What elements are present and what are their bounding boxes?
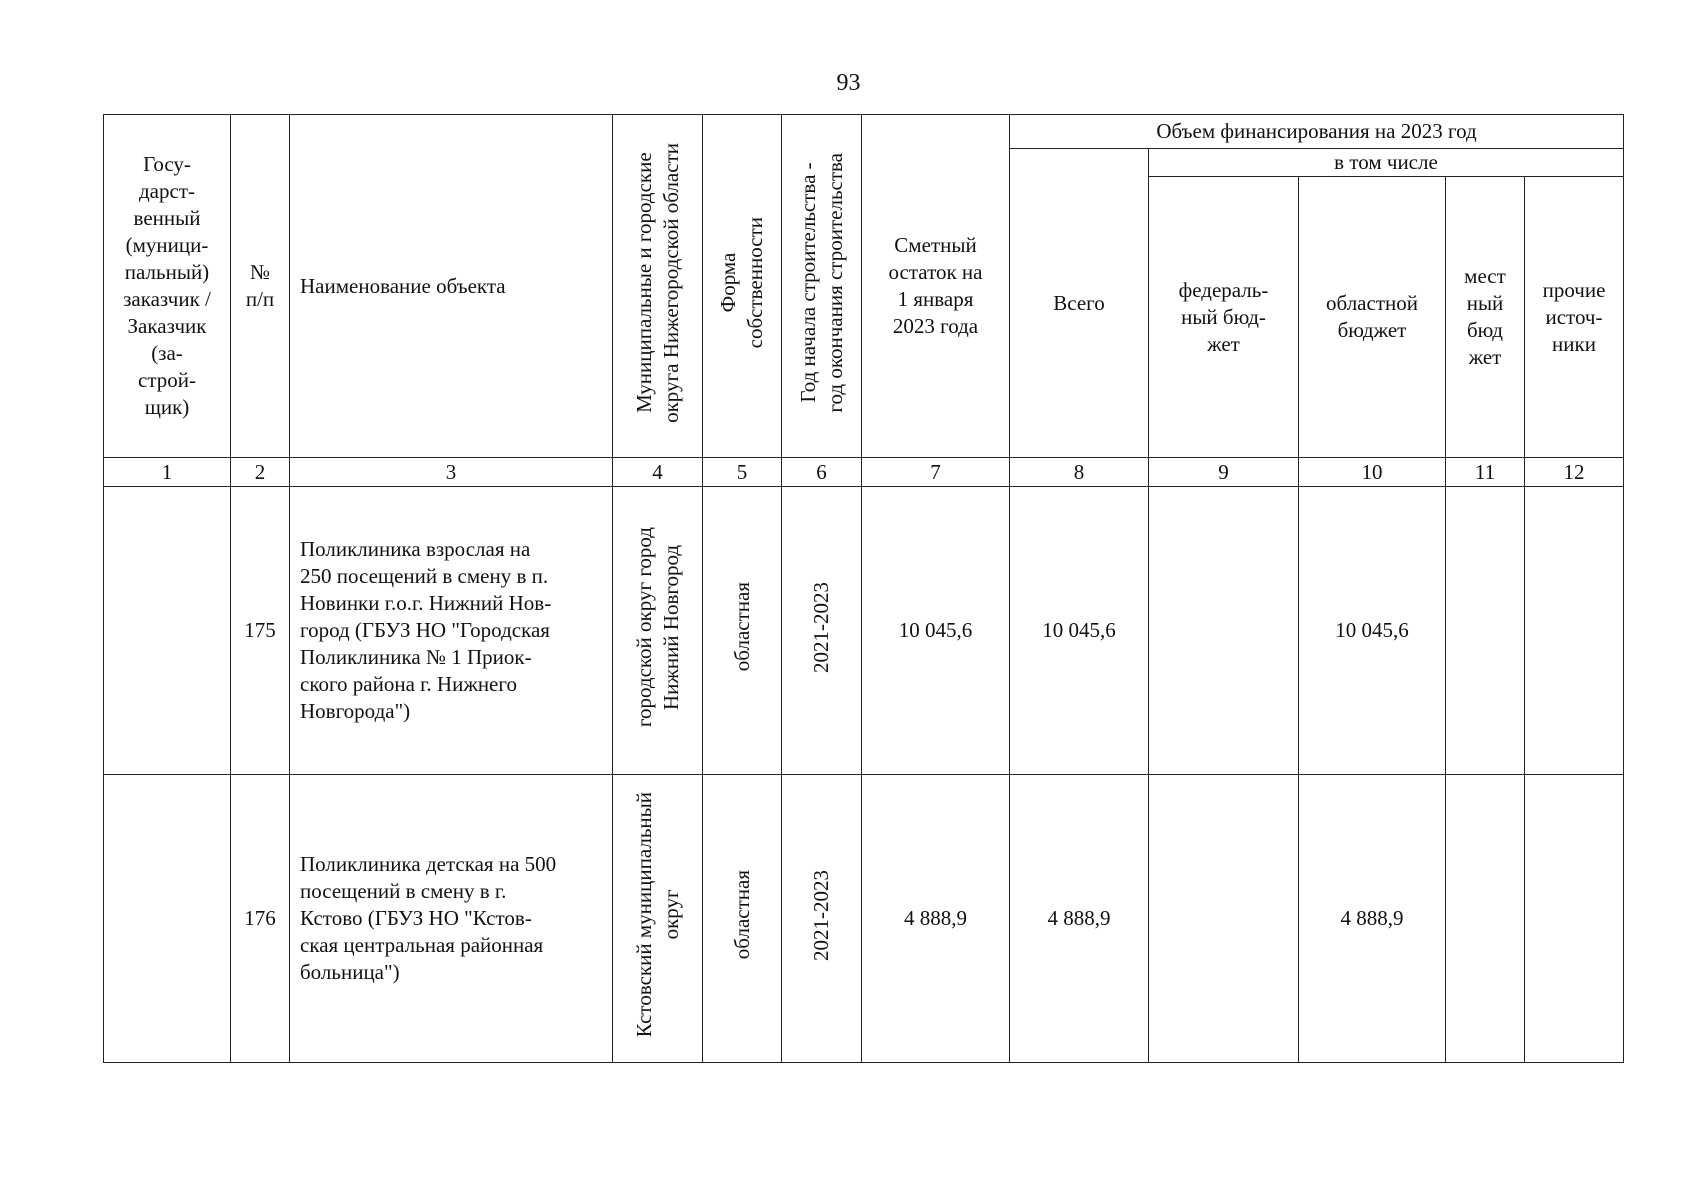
column-number: 8 [1010,458,1149,487]
header-funding-volume: Объем финансирования на 2023 год [1010,115,1624,149]
header-other: прочие источ- ники [1525,177,1624,458]
column-number: 4 [613,458,703,487]
header-object-name: Наименование объекта [290,115,613,458]
column-number: 2 [231,458,290,487]
row-ownership: областная [703,487,782,775]
header-years: Год начала строительства - год окончания строительства [782,115,862,458]
row-total: 4 888,9 [1010,775,1149,1063]
row-number: 175 [231,487,290,775]
column-number: 7 [862,458,1010,487]
header-customer: Госу- дарст- венный (муници- пальный) заказчик / Заказчик (за- строй- щик) [104,115,231,458]
row-other [1525,775,1624,1063]
row-local [1446,487,1525,775]
row-local [1446,775,1525,1063]
column-number: 12 [1525,458,1624,487]
page-number: 93 [836,70,861,96]
header-federal: федераль- ный бюд- жет [1149,177,1299,458]
header-including: в том числе [1149,149,1624,177]
column-number: 3 [290,458,613,487]
row-estimate-balance: 10 045,6 [862,487,1010,775]
header-local: мест ный бюд жет [1446,177,1525,458]
row-regional: 10 045,6 [1299,487,1446,775]
row-years: 2021-2023 [782,487,862,775]
row-object-name: Поликлиника взрослая на 250 посещений в смену в п. Новинки г.о.г. Нижний Нов- город (ГБУЗ НО "Городская Поликлиника № 1 Приок- ского района г. Нижнего Новгорода") [290,487,613,775]
header-ownership: Форма собственности [703,115,782,458]
row-estimate-balance: 4 888,9 [862,775,1010,1063]
row-municipality: городской округ город Нижний Новгород [613,487,703,775]
column-number: 6 [782,458,862,487]
row-customer [104,775,231,1063]
column-number: 10 [1299,458,1446,487]
row-customer [104,487,231,775]
column-number: 1 [104,458,231,487]
funding-table [103,114,1624,1063]
table-row [104,775,1624,1063]
row-ownership: областная [703,775,782,1063]
row-municipality: Кстовский муниципальный округ [613,775,703,1063]
row-regional: 4 888,9 [1299,775,1446,1063]
row-object-name: Поликлиника детская на 500 посещений в смену в г. Кстово (ГБУЗ НО "Кстов- ская центральная районная больница") [290,775,613,1063]
table-row [104,487,1624,775]
header-estimate-balance: Сметный остаток на 1 января 2023 года [862,115,1010,458]
column-number: 5 [703,458,782,487]
column-numbers-row [104,458,1624,487]
row-federal [1149,775,1299,1063]
row-other [1525,487,1624,775]
header-regional: областной бюджет [1299,177,1446,458]
column-number: 9 [1149,458,1299,487]
column-number: 11 [1446,458,1525,487]
row-years: 2021-2023 [782,775,862,1063]
header-municipality: Муниципальные и городские округа Нижегородской области [613,115,703,458]
header-row-no: № п/п [231,115,290,458]
header-total: Всего [1010,149,1149,458]
row-federal [1149,487,1299,775]
row-number: 176 [231,775,290,1063]
row-total: 10 045,6 [1010,487,1149,775]
header-row-1 [104,115,1624,149]
